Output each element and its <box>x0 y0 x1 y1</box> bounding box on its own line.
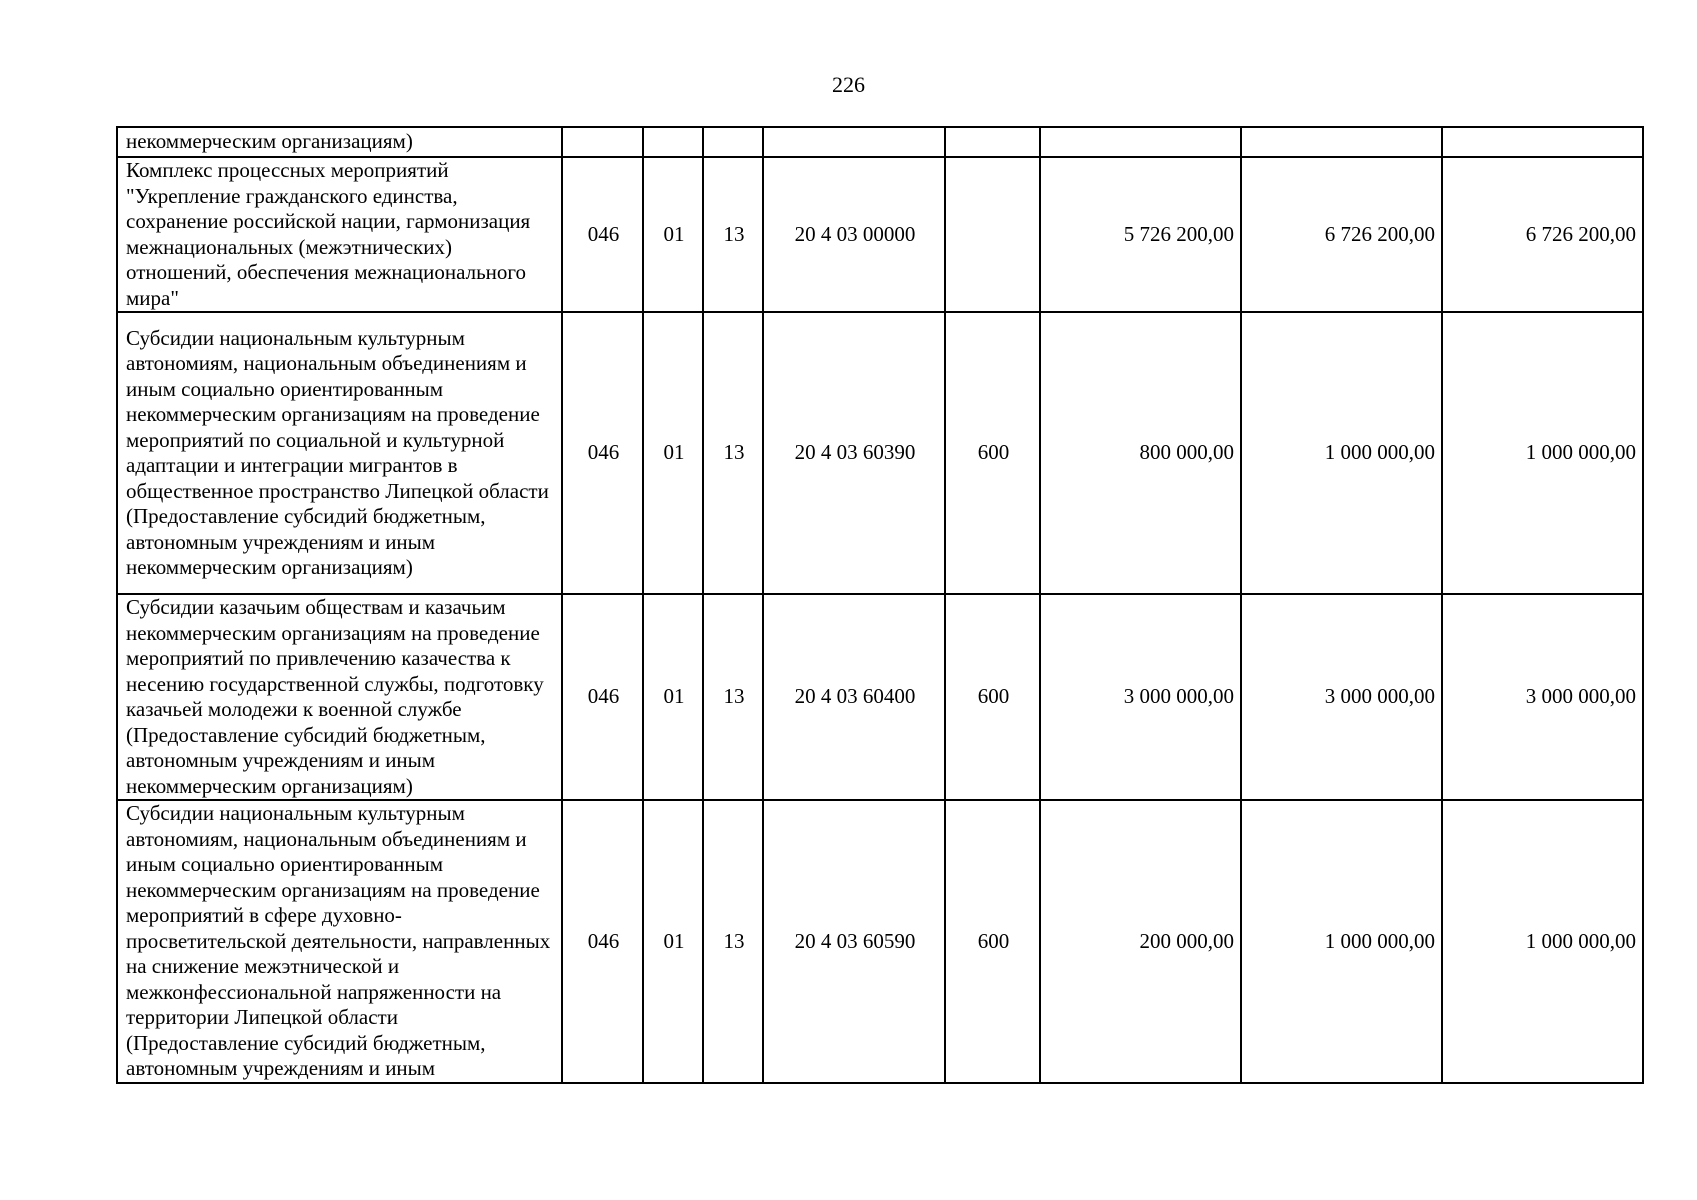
amount-cell-2 <box>1241 127 1442 157</box>
ministry-code-cell: 046 <box>562 800 643 1083</box>
amount-cell-3: 3 000 000,00 <box>1442 594 1643 800</box>
page-number: 226 <box>832 72 865 97</box>
table-row <box>117 127 1643 157</box>
section-code-cell: 01 <box>643 594 703 800</box>
ministry-code-cell: 046 <box>562 312 643 594</box>
row-description: Субсидии национальным культурным автономиям, национальным объединениям и иным социально ориентированным некоммерческим организациям на проведение мероприятий по социальной и культурной адаптации и интеграции мигрантов в общественное пространство Липецкой области (Предоставление субсидий бюджетным, автономным учреждениям и иным некоммерческим организациям) <box>117 312 562 594</box>
target-article-cell: 20 4 03 60400 <box>763 594 945 800</box>
row-description: Комплекс процессных мероприятий "Укрепление гражданского единства, сохранение российской нации, гармонизация межнациональных (межэтнических) отношений, обеспечения межнационального мира" <box>117 157 562 312</box>
amount-cell-1: 3 000 000,00 <box>1040 594 1241 800</box>
subsection-code-cell <box>703 127 763 157</box>
expense-type-cell <box>945 157 1040 312</box>
ministry-code-cell: 046 <box>562 594 643 800</box>
amount-cell-2: 1 000 000,00 <box>1241 312 1442 594</box>
expense-type-cell: 600 <box>945 800 1040 1083</box>
target-article-cell <box>763 127 945 157</box>
ministry-code-cell <box>562 127 643 157</box>
row-description: некоммерческим организациям) <box>117 127 562 157</box>
amount-cell-3: 1 000 000,00 <box>1442 312 1643 594</box>
section-code-cell <box>643 127 703 157</box>
amount-cell-3: 1 000 000,00 <box>1442 800 1643 1083</box>
table-row <box>117 800 1643 1083</box>
amount-cell-2: 3 000 000,00 <box>1241 594 1442 800</box>
ministry-code-cell: 046 <box>562 157 643 312</box>
amount-cell-1: 5 726 200,00 <box>1040 157 1241 312</box>
amount-cell-1: 800 000,00 <box>1040 312 1241 594</box>
section-code-cell: 01 <box>643 312 703 594</box>
target-article-cell: 20 4 03 60390 <box>763 312 945 594</box>
subsection-code-cell: 13 <box>703 800 763 1083</box>
section-code-cell: 01 <box>643 800 703 1083</box>
table-row <box>117 594 1643 800</box>
amount-cell-3 <box>1442 127 1643 157</box>
row-description: Субсидии национальным культурным автономиям, национальным объединениям и иным социально ориентированным некоммерческим организациям на проведение мероприятий в сфере духовно-просветительской деятельности, направленных на снижение межэтнической и межконфессиональной напряженности на территории Липецкой области (Предоставление субсидий бюджетным, автономным учреждениям и иным <box>117 800 562 1083</box>
amount-cell-2: 1 000 000,00 <box>1241 800 1442 1083</box>
target-article-cell: 20 4 03 60590 <box>763 800 945 1083</box>
amount-cell-1 <box>1040 127 1241 157</box>
table-row <box>117 157 1643 312</box>
expense-type-cell <box>945 127 1040 157</box>
amount-cell-1: 200 000,00 <box>1040 800 1241 1083</box>
subsection-code-cell: 13 <box>703 312 763 594</box>
amount-cell-3: 6 726 200,00 <box>1442 157 1643 312</box>
amount-cell-2: 6 726 200,00 <box>1241 157 1442 312</box>
section-code-cell: 01 <box>643 157 703 312</box>
row-description: Субсидии казачьим обществам и казачьим некоммерческим организациям на проведение мероприятий по привлечению казачества к несению государственной службы, подготовку казачьей молодежи к военной службе (Предоставление субсидий бюджетным, автономным учреждениям и иным некоммерческим организациям) <box>117 594 562 800</box>
table-row <box>117 312 1643 594</box>
budget-table <box>116 126 1644 1084</box>
subsection-code-cell: 13 <box>703 157 763 312</box>
subsection-code-cell: 13 <box>703 594 763 800</box>
expense-type-cell: 600 <box>945 594 1040 800</box>
target-article-cell: 20 4 03 00000 <box>763 157 945 312</box>
expense-type-cell: 600 <box>945 312 1040 594</box>
